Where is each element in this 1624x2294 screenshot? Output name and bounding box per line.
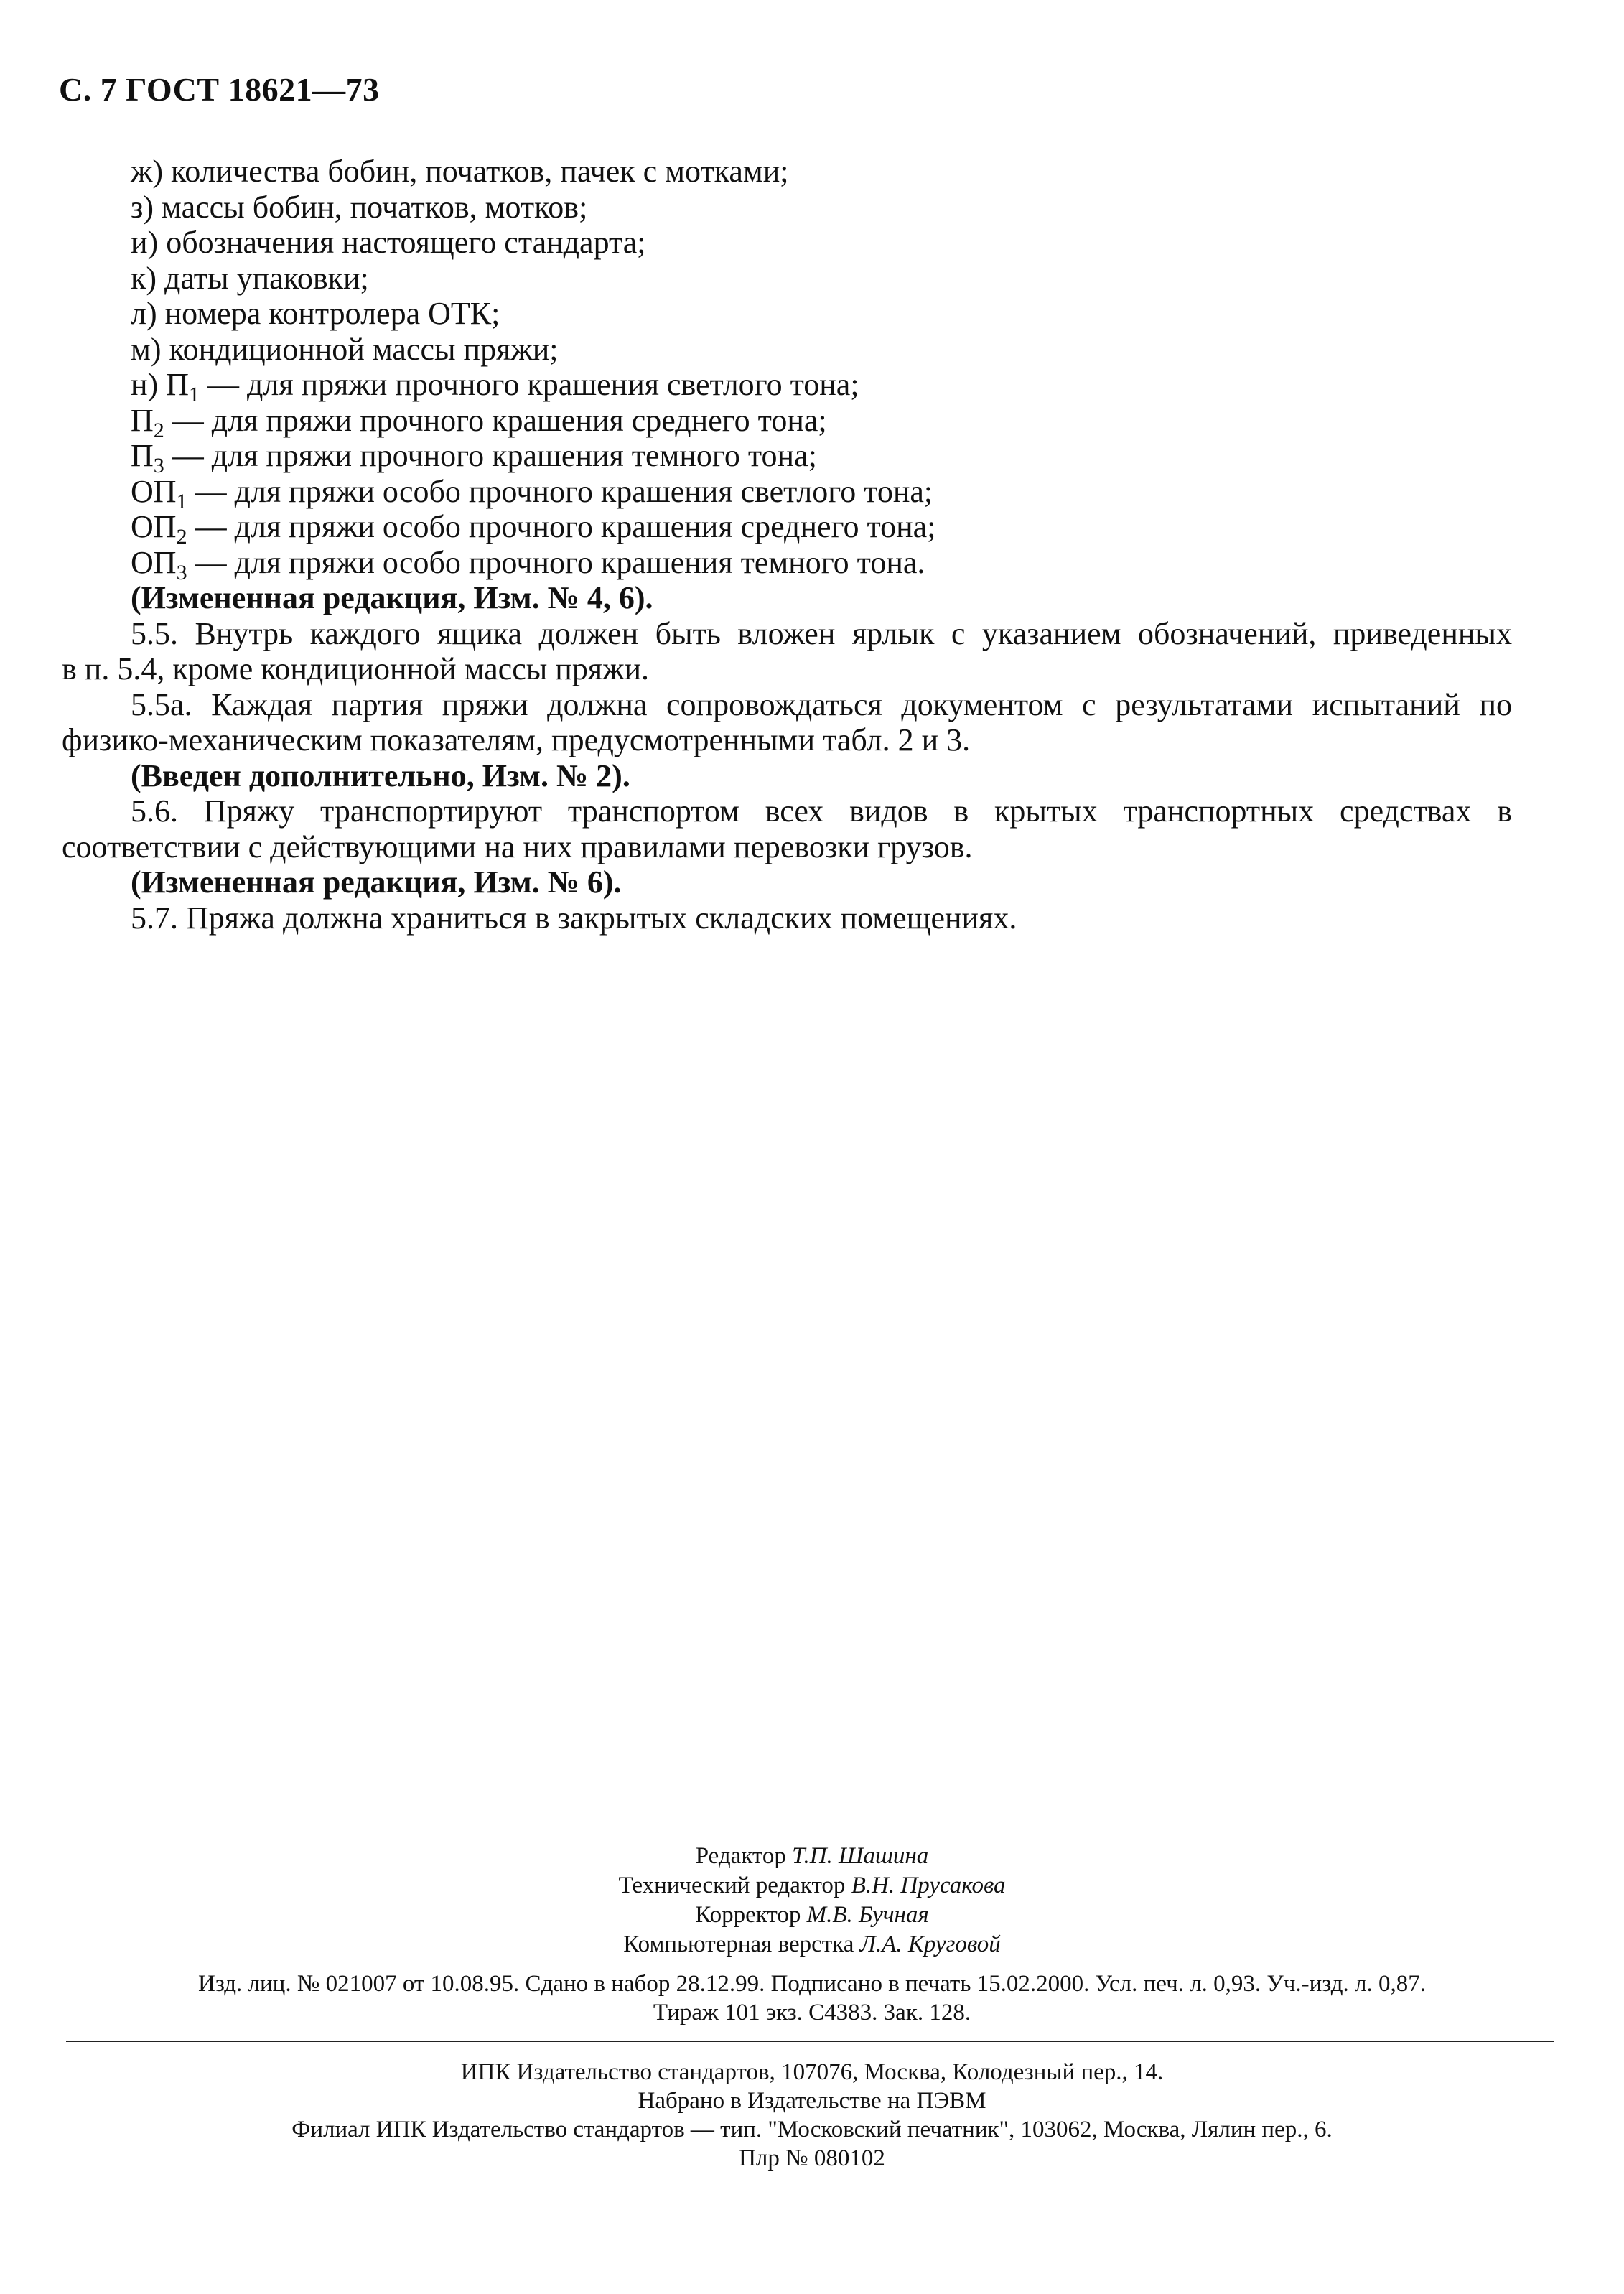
credit-name: М.В. Бучная	[806, 1902, 929, 1928]
list-item-n-text: — для пряжи прочного крашения светлого тона;	[199, 367, 859, 402]
paragraph-5-7: 5.7. Пряжа должна храниться в закрытых складских помещениях.	[131, 900, 1017, 936]
subscript-2: 2	[153, 418, 164, 442]
imprint-line-4: Плр № 080102	[739, 2145, 885, 2171]
paragraph-5-5a-line-1: 5.5а. Каждая партия пряжи должна сопровождаться документом с результатами испытаний по	[131, 686, 1512, 722]
paragraph-5-6-line-2: соответствии с действующими на них правилами перевозки грузов.	[62, 829, 973, 864]
credit-tech-editor	[0, 1871, 1624, 1901]
subscript-1: 1	[176, 489, 187, 513]
list-item-z: з) массы бобин, початков, мотков;	[131, 189, 588, 225]
credit-layout	[0, 1930, 1624, 1959]
list-item-op2	[62, 509, 1512, 549]
list-item-zh: ж) количества бобин, початков, пачек с мотками;	[131, 154, 789, 189]
list-item-op1-prefix: ОП	[131, 473, 177, 509]
list-item-op1-text: — для пряжи особо прочного крашения светлого тона;	[187, 473, 933, 509]
list-item-m: м) кондиционной массы пряжи;	[131, 331, 559, 367]
list-item-p2	[62, 402, 1512, 442]
list-item-op3-prefix: ОП	[131, 544, 177, 580]
paragraph-5-6-line-1: 5.6. Пряжу транспортируют транспортом всех видов в крытых транспортных средствах в	[131, 793, 1512, 829]
credit-label: Корректор	[695, 1902, 807, 1928]
subscript-1: 1	[188, 383, 200, 406]
amendment-note: (Введен дополнительно, Изм. № 2).	[131, 757, 630, 793]
list-item-op3	[62, 544, 1512, 584]
publisher-imprint	[0, 2058, 1624, 2173]
list-item-op2-text: — для пряжи особо прочного крашения среднего тона;	[187, 509, 936, 544]
editorial-credits	[0, 1842, 1624, 1959]
credit-label: Компьютерная верстка	[623, 1931, 860, 1957]
imprint-line-2: Набрано в Издательстве на ПЭВМ	[638, 2088, 986, 2114]
list-item-p2-prefix: П	[131, 402, 154, 438]
credit-name: Л.А. Круговой	[859, 1931, 1001, 1957]
publication-info	[0, 1969, 1624, 2027]
list-item-k: к) даты упаковки;	[131, 260, 369, 296]
subscript-3: 3	[176, 560, 187, 584]
credit-editor	[0, 1842, 1624, 1871]
publication-line-1: Изд. лиц. № 021007 от 10.08.95. Сдано в набор 28.12.99. Подписано в печать 15.02.2000. Усл. печ. л. 0,93. Уч.-изд. л. 0,87.	[197, 1971, 1426, 1997]
list-item-op1	[62, 473, 1512, 513]
paragraph-5-5-line-1: 5.5. Внутрь каждого ящика должен быть вложен ярлык с указанием обозначений, приведенных	[131, 615, 1512, 651]
imprint-line-3: Филиал ИПК Издательство стандартов — тип. "Московский печатник", 103062, Москва, Лялин пер., 6.	[291, 2117, 1333, 2143]
list-item-op2-prefix: ОП	[131, 509, 177, 544]
credit-name: Т.П. Шашина	[792, 1843, 929, 1869]
list-item-p3-text: — для пряжи прочного крашения темного тона;	[164, 438, 817, 473]
list-item-p2-text: — для пряжи прочного крашения среднего тона;	[164, 402, 827, 438]
credit-name: В.Н. Прусакова	[851, 1873, 1006, 1898]
subscript-2: 2	[176, 525, 187, 549]
divider	[66, 2041, 1554, 2042]
subscript-3: 3	[153, 454, 164, 477]
list-item-i: и) обозначения настоящего стандарта;	[131, 225, 646, 260]
paragraph-5-5a-line-2: физико-механическим показателям, предусмотренными табл. 2 и 3.	[62, 722, 971, 757]
document-body	[62, 154, 1512, 936]
credit-label: Редактор	[695, 1843, 793, 1869]
paragraph-5-5-line-2: в п. 5.4, кроме кондиционной массы пряжи.	[62, 651, 650, 686]
list-item-p3	[62, 438, 1512, 477]
page-header: С. 7 ГОСТ 18621—73	[59, 71, 380, 108]
list-item-n-prefix: н) П	[131, 367, 189, 402]
list-item-n	[62, 367, 1512, 406]
list-item-p3-prefix: П	[131, 438, 154, 473]
credit-label: Технический редактор	[618, 1873, 851, 1898]
amendment-note: (Измененная редакция, Изм. № 6).	[131, 864, 622, 900]
publication-line-2: Тираж 101 экз. С4383. Зак. 128.	[653, 2000, 971, 2025]
credit-corrector	[0, 1901, 1624, 1930]
list-item-l: л) номера контролера ОТК;	[131, 296, 500, 331]
list-item-op3-text: — для пряжи особо прочного крашения темного тона.	[187, 544, 925, 580]
imprint-line-1: ИПК Издательство стандартов, 107076, Москва, Колодезный пер., 14.	[460, 2059, 1164, 2085]
amendment-note: (Измененная редакция, Изм. № 4, 6).	[131, 580, 653, 615]
